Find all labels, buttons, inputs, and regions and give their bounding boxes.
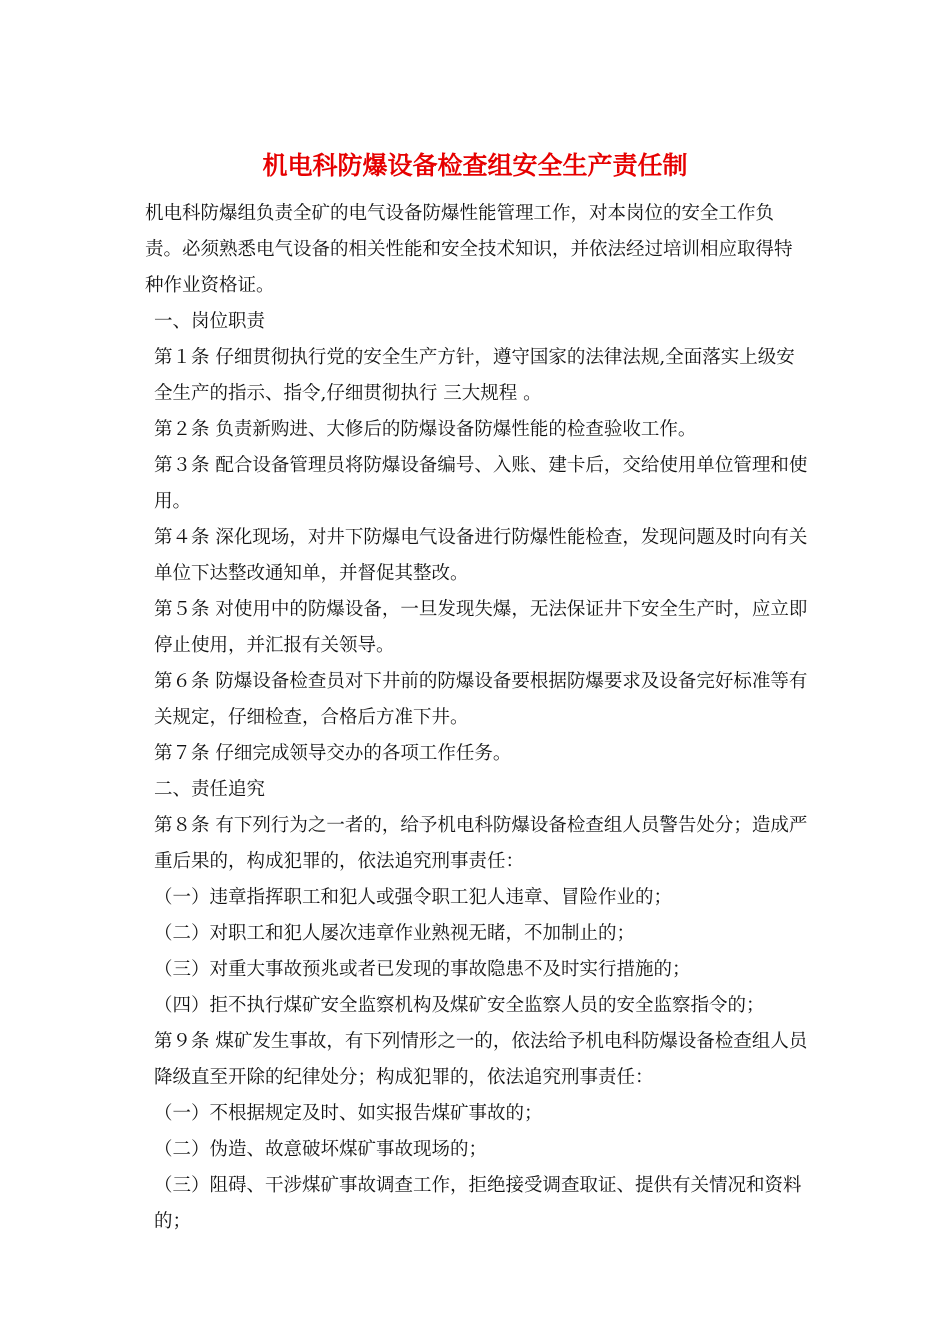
article-8: 第８条 有下列行为之一者的，给予机电科防爆设备检查组人员警告处分；造成严重后果的，构成犯罪的，依法追究刑事责任： [154, 815, 808, 872]
section-heading-accountability: 二、责任追究 [154, 779, 266, 800]
section-heading-duties: 一、岗位职责 [154, 311, 266, 332]
article-8-item-3: （三）对重大事故预兆或者已发现的事故隐患不及时实行措施的； [154, 959, 691, 980]
article-1: 第１条 仔细贯彻执行党的安全生产方针，遵守国家的法律法规,全面落实上级安全生产的指示、指令,仔细贯彻执行 三大规程 。 [154, 347, 795, 404]
article-5: 第５条 对使用中的防爆设备，一旦发现失爆，无法保证井下安全生产时，应立即停止使用，并汇报有关领导。 [154, 599, 808, 656]
article-6: 第６条 防爆设备检查员对下井前的防爆设备要根据防爆要求及设备完好标准等有关规定，仔细检查，合格后方准下井。 [154, 671, 808, 728]
document-body [145, 196, 810, 1240]
intro-paragraph: 机电科防爆组负责全矿的电气设备防爆性能管理工作，对本岗位的安全工作负责。必须熟悉电气设备的相关性能和安全技术知识，并依法经过培训相应取得特种作业资格证。 [145, 203, 793, 296]
article-2: 第２条 负责新购进、大修后的防爆设备防爆性能的检查验收工作。 [154, 419, 697, 440]
article-9-item-1: （一）不根据规定及时、如实报告煤矿事故的； [154, 1103, 543, 1124]
article-8-item-4: （四）拒不执行煤矿安全监察机构及煤矿安全监察人员的安全监察指令的； [154, 995, 765, 1016]
article-9: 第９条 煤矿发生事故，有下列情形之一的，依法给予机电科防爆设备检查组人员降级直至开除的纪律处分；构成犯罪的，依法追究刑事责任： [154, 1031, 808, 1088]
article-7: 第７条 仔细完成领导交办的各项工作任务。 [154, 743, 512, 764]
article-4: 第４条 深化现场，对井下防爆电气设备进行防爆性能检查，发现问题及时向有关单位下达整改通知单，并督促其整改。 [154, 527, 808, 584]
article-9-item-2: （二）伪造、故意破坏煤矿事故现场的； [154, 1139, 488, 1160]
article-8-item-1: （一）违章指挥职工和犯人或强令职工犯人违章、冒险作业的； [154, 887, 673, 908]
page-title: 机电科防爆设备检查组安全生产责任制 [262, 151, 688, 180]
article-8-item-2: （二）对职工和犯人屡次违章作业熟视无睹，不加制止的； [154, 923, 636, 944]
article-9-item-3: （三）阻碍、干涉煤矿事故调查工作，拒绝接受调查取证、提供有关情况和资料的； [154, 1175, 802, 1232]
article-3: 第３条 配合设备管理员将防爆设备编号、入账、建卡后，交给使用单位管理和使用。 [154, 455, 808, 512]
